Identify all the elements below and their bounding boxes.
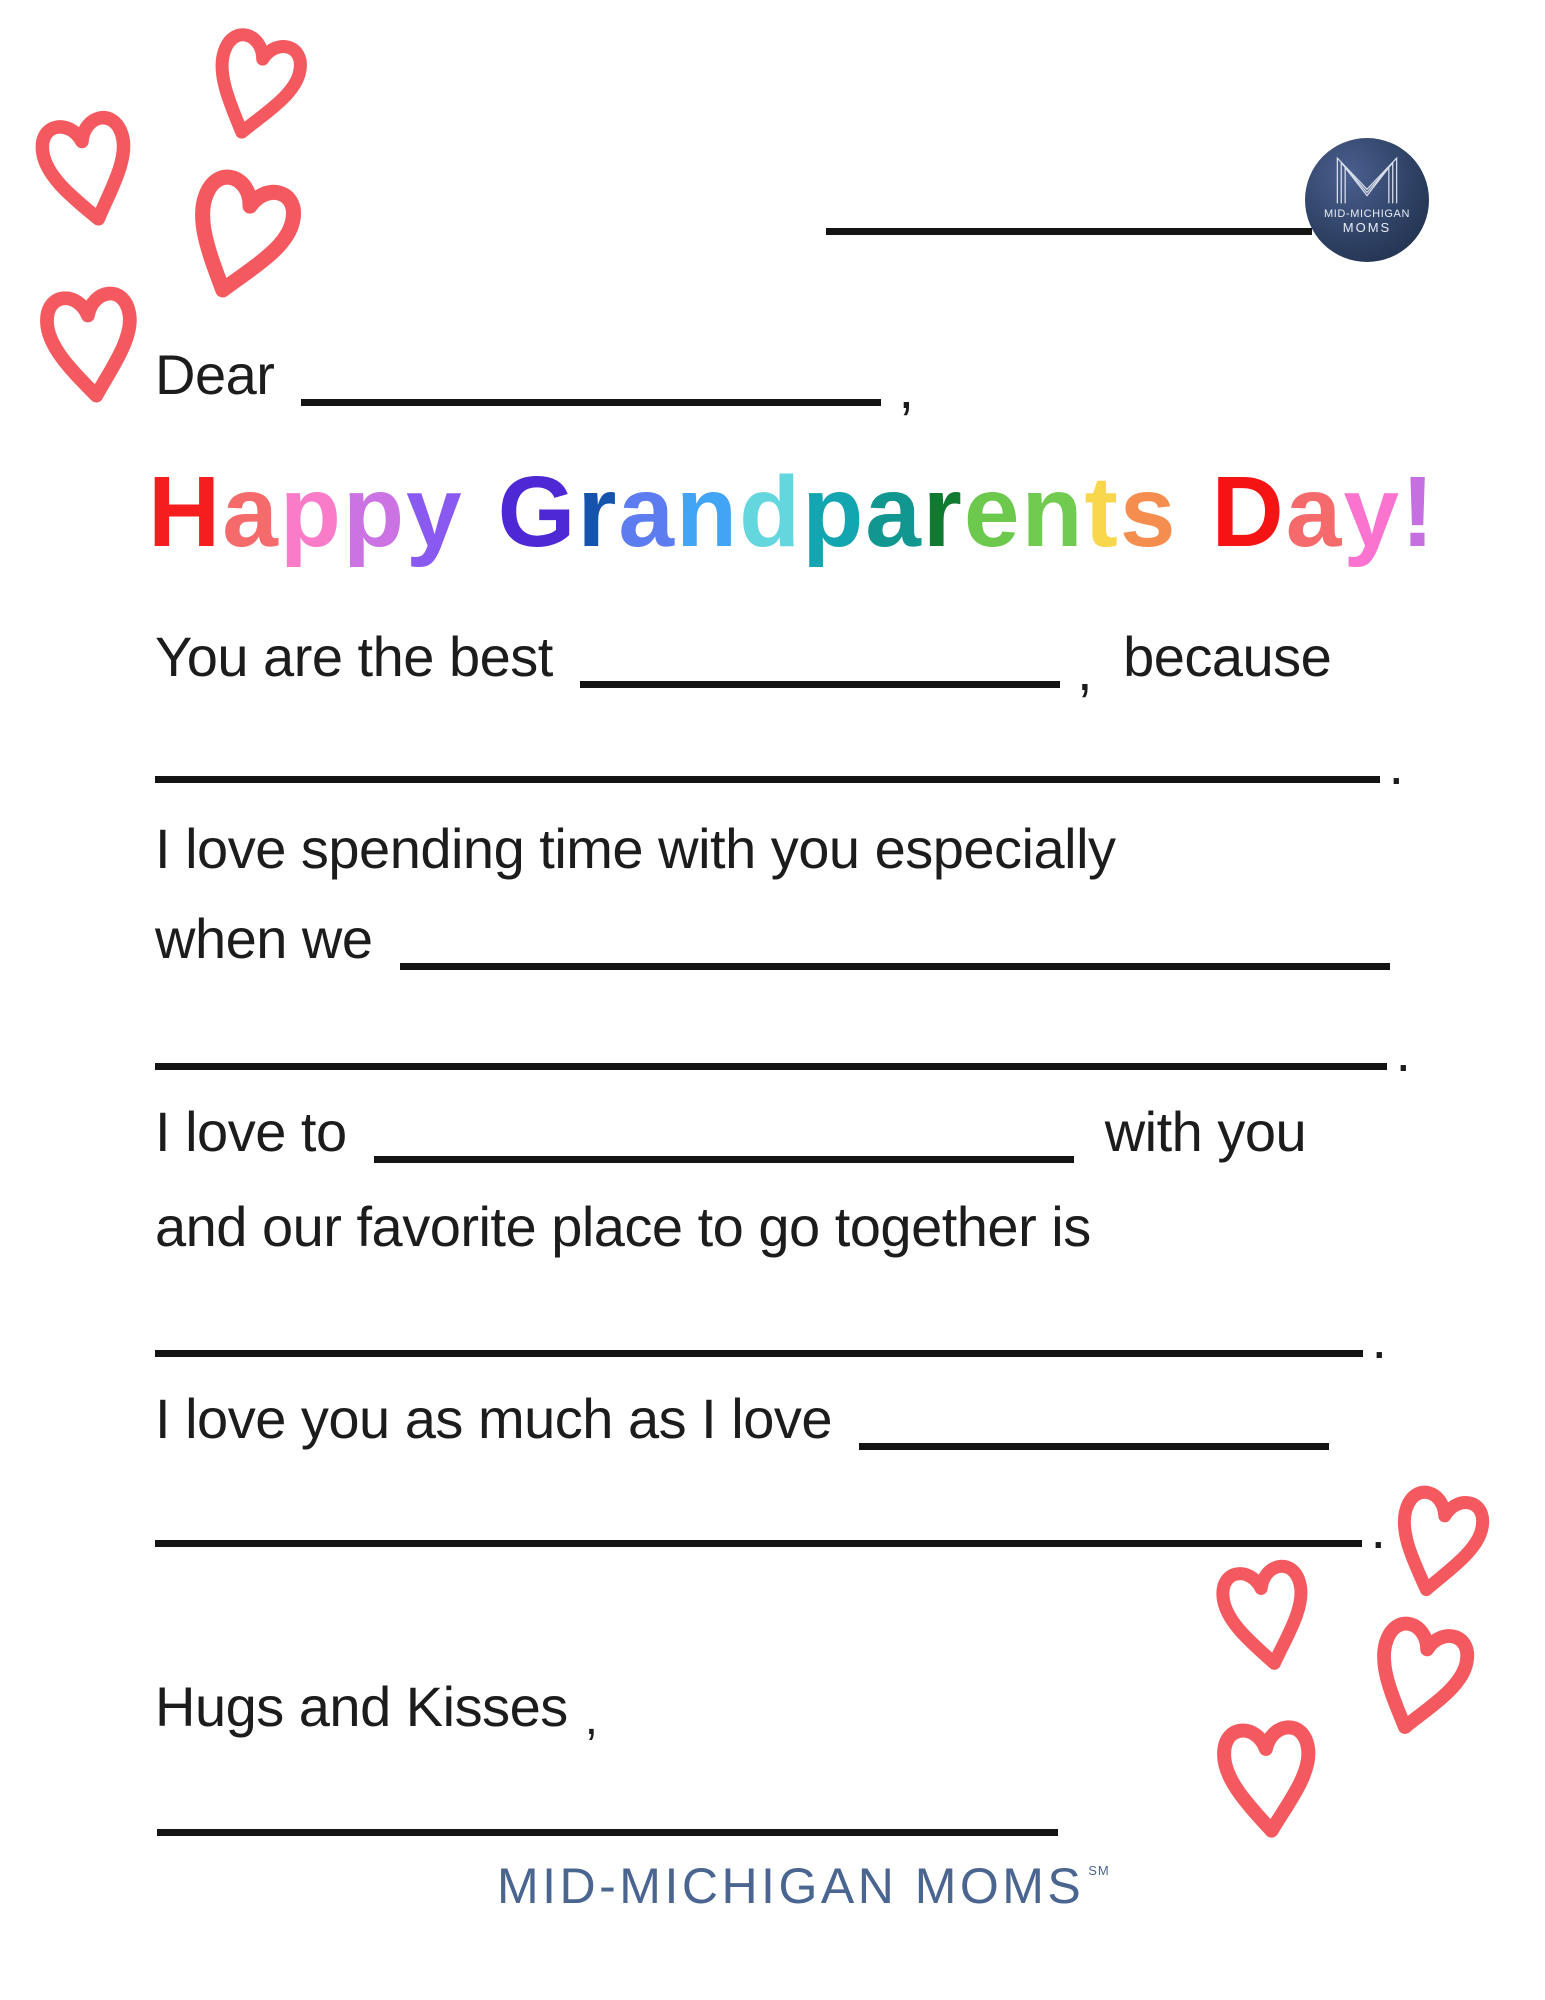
title-letter: n: [1021, 456, 1085, 568]
favorite-place-line: [155, 1307, 1387, 1370]
s2-continuation-line: [155, 1020, 1411, 1083]
s3-line2-label: and our favorite place to go together is: [155, 1195, 1091, 1258]
dear-label: Dear: [155, 343, 275, 406]
title-letter: [464, 462, 498, 562]
title-letter: p: [342, 456, 407, 568]
s1-reason-line: [155, 733, 1404, 796]
signature-line: [157, 1829, 1058, 1836]
write-line: [155, 1350, 1363, 1357]
love-as-much-blank: [859, 1443, 1329, 1450]
title-letter: s: [1119, 456, 1178, 568]
title-letter: D: [1211, 456, 1286, 568]
title-letter: p: [279, 456, 343, 568]
title-letter: n: [676, 456, 740, 568]
title-letter: y: [406, 456, 464, 568]
heart-icon: [1209, 1706, 1326, 1851]
sentence-1-row: [155, 625, 1332, 702]
logo-monogram-icon: [1328, 154, 1406, 206]
footer-brand: [497, 1858, 1110, 1914]
s2-pre-label: when we: [155, 907, 373, 970]
header-name-line: [826, 228, 1312, 235]
s4-pre-label: I love you as much as I love: [155, 1387, 833, 1450]
heart-icon: [30, 265, 151, 425]
write-line: [155, 1063, 1387, 1070]
sentence-2-row1: [155, 817, 1116, 880]
when-we-blank: [400, 963, 1390, 970]
title-letter: r: [577, 456, 619, 568]
title-letter: [1177, 462, 1211, 562]
sentence-3-row1: [155, 1100, 1307, 1163]
title-letter: a: [1285, 456, 1344, 568]
comma: ,: [584, 1692, 598, 1745]
comma: ,: [898, 357, 914, 420]
logo-brand-line1: MID-MICHIGAN: [1323, 208, 1411, 220]
heart-icon: [162, 148, 319, 327]
heart-icon: [187, 1, 324, 171]
heart-icon: [22, 86, 155, 254]
s1-post-label: because: [1123, 625, 1332, 688]
page-title: [148, 456, 1437, 568]
s4-continuation-line: [155, 1497, 1386, 1560]
logo-brand-line2: MOMS: [1342, 219, 1392, 235]
best-what-blank: [580, 681, 1060, 688]
closing-row: [155, 1675, 598, 1745]
title-letter: d: [739, 456, 803, 568]
sentence-2-row2: [155, 907, 1390, 970]
title-letter: G: [497, 456, 578, 568]
title-letter: y: [1343, 456, 1401, 568]
write-line: [155, 776, 1380, 783]
brand-logo: [1305, 138, 1429, 262]
service-mark: SM: [1088, 1863, 1110, 1878]
heart-icon: [1205, 1540, 1327, 1691]
title-letter: t: [1084, 456, 1120, 568]
salutation-row: [155, 343, 914, 420]
love-to-blank: [374, 1156, 1074, 1163]
comma: ,: [1076, 639, 1092, 702]
s2-line1-label: I love spending time with you especially: [155, 817, 1116, 880]
heart-icon: [1344, 1596, 1495, 1759]
title-letter: a: [222, 456, 280, 568]
title-letter: !: [1400, 456, 1437, 568]
recipient-name-blank: [301, 399, 881, 406]
sentence-4-row: [155, 1387, 1329, 1450]
s3-post-label: with you: [1104, 1100, 1307, 1163]
period: .: [1370, 1497, 1386, 1560]
title-letter: H: [148, 456, 223, 568]
s3-pre-label: I love to: [155, 1100, 347, 1163]
title-letter: a: [618, 456, 676, 568]
title-letter: p: [802, 456, 866, 568]
write-line: [157, 1829, 1058, 1836]
sentence-3-row2: [155, 1195, 1091, 1258]
s1-pre-label: You are the best: [155, 625, 553, 688]
write-line: [155, 1540, 1362, 1547]
period: .: [1371, 1307, 1387, 1370]
period: .: [1395, 1020, 1411, 1083]
footer-brand-text: MID-MICHIGAN MOMS: [497, 1858, 1085, 1914]
title-letter: e: [963, 456, 1022, 568]
title-letter: r: [922, 456, 964, 568]
closing-label: Hugs and Kisses: [155, 1675, 568, 1738]
title-letter: a: [865, 456, 923, 568]
period: .: [1388, 733, 1404, 796]
